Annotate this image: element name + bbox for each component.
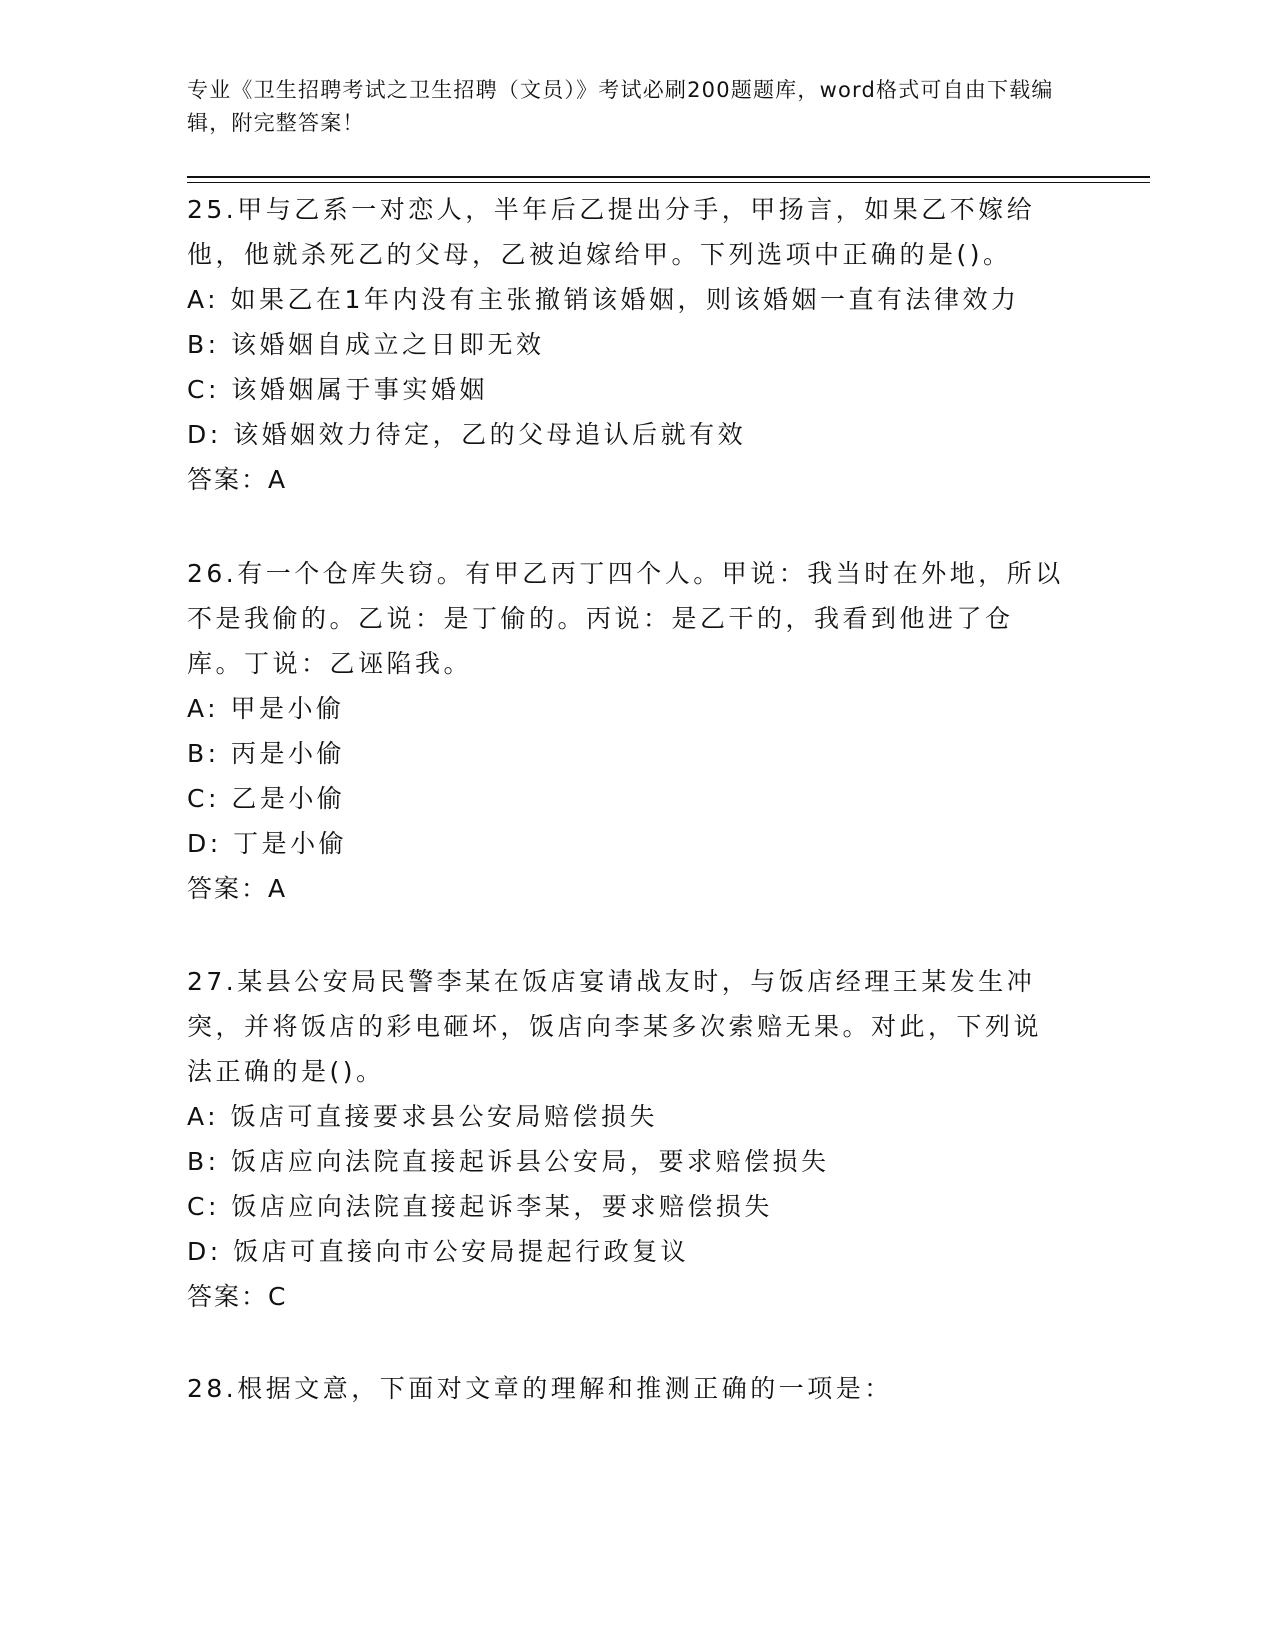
option-b: B: 该婚姻自成立之日即无效 [187,330,545,359]
option-c: C: 饭店应向法院直接起诉李某，要求赔偿损失 [187,1192,773,1221]
option-c: C: 该婚姻属于事实婚姻 [187,375,488,404]
answer-text: 答案：C [187,1282,288,1311]
option-c: C: 乙是小偷 [187,784,346,813]
document-header: 专业《卫生招聘考试之卫生招聘（文员）》考试必刷200题题库，word格式可自由下载编辑，附完整答案！ [187,78,1054,135]
question-stem: 27.某县公安局民警李某在饭店宴请战友时，与饭店经理王某发生冲突，并将饭店的彩电砸坏，饭店向李某多次索赔无果。对此，下列说法正确的是()。 [187,967,1043,1086]
question-28 [187,1366,1087,1411]
header-divider-thin [187,182,1150,183]
header-divider-thick [187,176,1150,178]
option-b: B: 饭店应向法院直接起诉县公安局，要求赔偿损失 [187,1147,830,1176]
question-27 [187,959,1087,1319]
question-25 [187,187,1087,502]
option-b: B: 丙是小偷 [187,739,346,768]
answer-text: 答案：A [187,874,288,903]
answer-text: 答案：A [187,465,288,494]
question-26 [187,551,1087,911]
option-a: A: 甲是小偷 [187,694,345,723]
option-a: A: 饭店可直接要求县公安局赔偿损失 [187,1102,659,1131]
question-stem: 28.根据文意，下面对文章的理解和推测正确的一项是： [187,1374,893,1403]
option-a: A: 如果乙在1年内没有主张撤销该婚姻，则该婚姻一直有法律效力 [187,285,1020,314]
question-stem: 25.甲与乙系一对恋人，半年后乙提出分手，甲扬言，如果乙不嫁给他，他就杀死乙的父母，乙被迫嫁给甲。下列选项中正确的是()。 [187,195,1036,269]
question-stem: 26.有一个仓库失窃。有甲乙丙丁四个人。甲说：我当时在外地，所以不是我偷的。乙说：是丁偷的。丙说：是乙干的，我看到他进了仓库。丁说：乙诬陷我。 [187,559,1064,678]
option-d: D: 丁是小偷 [187,829,348,858]
option-d: D: 该婚姻效力待定，乙的父母追认后就有效 [187,420,747,449]
option-d: D: 饭店可直接向市公安局提起行政复议 [187,1237,690,1266]
